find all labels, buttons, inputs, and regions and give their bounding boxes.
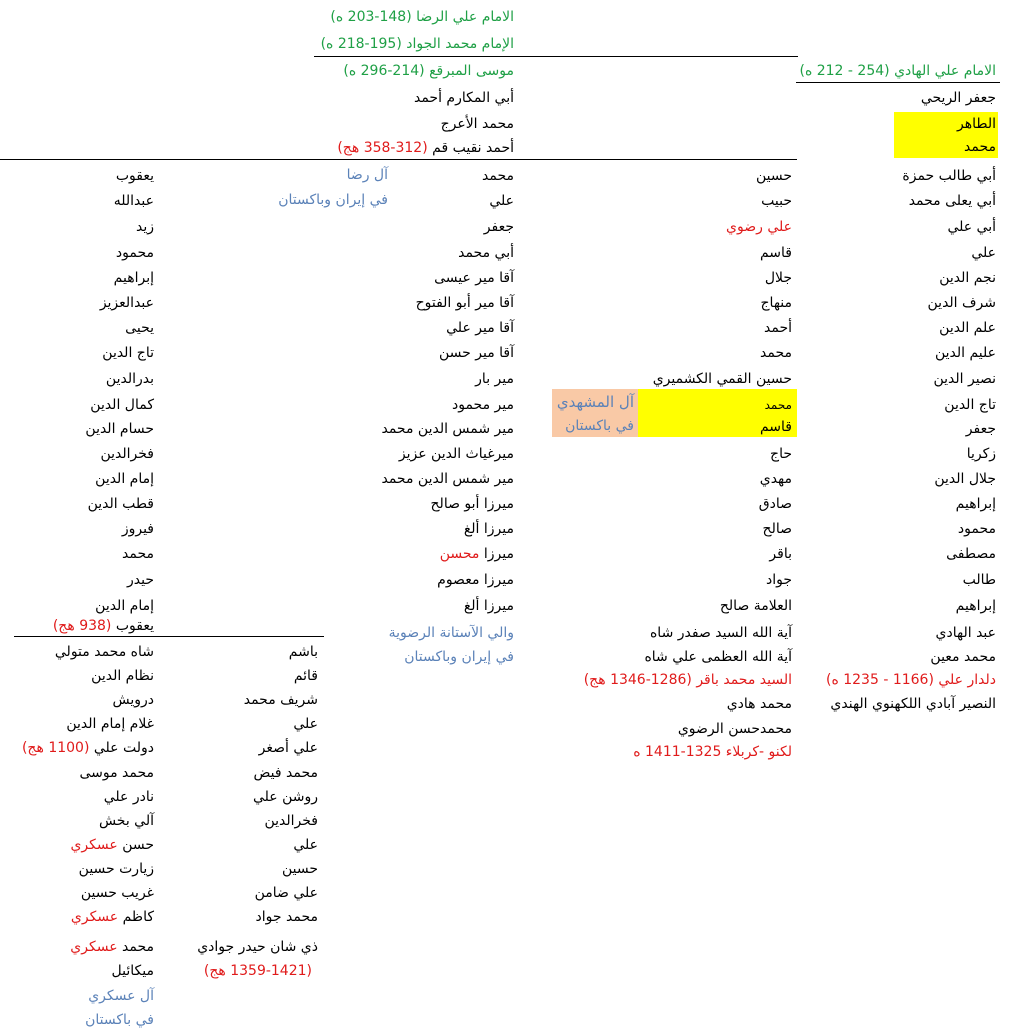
divider-line xyxy=(796,82,1000,83)
col4-name: يعقوب xyxy=(115,168,154,184)
col2-name: آية الله السيد صفدر شاه xyxy=(649,625,792,641)
col3-name: آقا مير حسن xyxy=(439,345,514,361)
col3-name: ميرزا ألغ xyxy=(463,521,514,537)
dates-dawlat-ali: (1100 هج) xyxy=(21,740,90,756)
col4-name: عبدالعزيز xyxy=(99,295,154,311)
col4b-name: آلي بخش xyxy=(98,813,154,829)
col1-name: جلال الدين xyxy=(934,471,996,487)
col2-sayyid-baqir: السيد محمد باقر (1286-1346 هج) xyxy=(583,672,792,688)
name-abi-makarim: أبي المكارم أحمد xyxy=(413,90,514,106)
name-muhammad-araj: محمد الأعرج xyxy=(440,116,514,132)
col4b-name: محمد موسى xyxy=(79,765,154,781)
name-muhammad: محمد xyxy=(964,139,996,155)
col5-name: محمد جواد xyxy=(255,909,318,925)
col4-name: قطب الدين xyxy=(87,496,154,512)
col2-name: صالح xyxy=(762,521,792,537)
col2-name: حاج xyxy=(770,446,792,462)
col3-wali-astana: والي الآستانة الرضوية xyxy=(388,625,514,641)
col5-name: علي xyxy=(293,716,318,732)
col1-name: أبي علي xyxy=(947,219,996,235)
col2-name: العلامة صالح xyxy=(719,598,792,614)
col2-name: محمد xyxy=(760,345,792,361)
col5-name: شريف محمد xyxy=(243,692,318,708)
col5-name: علي أصغر xyxy=(258,740,318,756)
col2-name: محمد xyxy=(764,398,792,412)
col1-nasirabadi: النصير آبادي اللكهنوي الهندي xyxy=(830,696,996,712)
col1-name: محمود xyxy=(957,521,996,537)
col1-name: نصير الدين xyxy=(933,371,996,387)
col3-name: أبي محمد xyxy=(458,245,514,261)
col1-name: زكريا xyxy=(966,446,996,462)
col5-name: محمد فيض xyxy=(253,765,318,781)
col1-name: مصطفى xyxy=(946,546,996,562)
col3-name: آقا مير عيسى xyxy=(434,270,514,286)
col5-name: قائم xyxy=(293,668,318,684)
col2-name: قاسم xyxy=(759,245,792,261)
divider-line xyxy=(314,56,798,57)
col2-muhammad-hasan: محمدحسن الرضوي xyxy=(677,721,792,737)
al-rida-title: آل رضا xyxy=(346,167,388,183)
col4-name: إمام الدين xyxy=(95,598,154,614)
col5-name: فخرالدين xyxy=(264,813,318,829)
col1-name: إبراهيم xyxy=(955,496,996,512)
col3-name: مير بار xyxy=(475,371,514,387)
al-mashhadi-sub: في باكستان xyxy=(565,418,634,434)
col1-name: إبراهيم xyxy=(955,598,996,614)
col1-name: علي xyxy=(971,245,996,261)
col3-name: مير محمود xyxy=(452,397,514,413)
col3-name: آقا مير أبو الفتوح xyxy=(415,295,514,311)
col4b-name: زيارت حسين xyxy=(78,861,154,877)
col5-name: باشم xyxy=(288,644,318,660)
col4-name: عبدالله xyxy=(113,193,154,209)
heading-ali-hadi: الامام علي الهادي (254 - 212 ه) xyxy=(799,63,996,79)
col3-name: ميرزا أبو صالح xyxy=(430,496,514,512)
dates-yaqub: (938 هج) xyxy=(52,618,112,634)
col1-name: محمد معين xyxy=(930,649,996,665)
col2-name: جلال xyxy=(764,270,792,286)
col2-name: حسين xyxy=(755,168,792,184)
col1-dildar-ali: دلدار علي (1166 - 1235 ه) xyxy=(825,672,996,688)
col2-name: قاسم xyxy=(759,419,792,435)
name-tahir: الطاهر xyxy=(956,116,996,132)
col5-name: علي xyxy=(293,837,318,853)
col1-name: عبد الهادي xyxy=(935,625,996,641)
col3-wali-iran-pakistan: في إيران وباكستان xyxy=(404,649,514,665)
mohsin-highlight-text: محسن xyxy=(439,546,480,562)
col4b-hasan-askari: حسن عسكري xyxy=(70,837,154,853)
col1-name: شرف الدين xyxy=(927,295,996,311)
col4b-mikail: ميكائيل xyxy=(111,963,154,979)
col3-name: ميرزا ألغ xyxy=(463,598,514,614)
al-mashhadi-title: آل المشهدي xyxy=(556,393,634,411)
col3-name: جعفر xyxy=(483,219,514,235)
col4-name: كمال الدين xyxy=(90,397,154,413)
col4b-muhammad-askari: محمد عسكري xyxy=(70,939,154,955)
col4b-dawlat-ali: دولت علي (1100 هج) xyxy=(21,740,154,756)
col4b-name: غلام إمام الدين xyxy=(66,716,154,732)
col3-name: مير شمس الدين محمد xyxy=(381,421,514,437)
divider-line xyxy=(0,159,797,160)
heading-muhammad-jawad: الإمام محمد الجواد (195-218 ه) xyxy=(320,36,514,52)
col4-name: محمود xyxy=(115,245,154,261)
col5-dates: (1359-1421 هج) xyxy=(203,963,312,979)
col4b-name: نظام الدين xyxy=(91,668,154,684)
col2-name: جواد xyxy=(765,572,792,588)
col2-name: حبيب xyxy=(761,193,792,209)
col3-name: ميرغياث الدين عزيز xyxy=(398,446,514,462)
col2-name: آية الله العظمى علي شاه xyxy=(644,649,792,665)
heading-ali-rida: الامام علي الرضا (148-203 ه) xyxy=(330,9,514,25)
col4-name: يحيى xyxy=(125,320,154,336)
col3-name: آقا مير علي xyxy=(446,320,514,336)
col4-name: زيد xyxy=(135,219,154,235)
col4b-name: درويش xyxy=(112,692,154,708)
col3-name: علي xyxy=(489,193,514,209)
col4b-name: نادر علي xyxy=(103,789,154,805)
col3-name: محمد xyxy=(482,168,514,184)
col2-name: صادق xyxy=(758,496,792,512)
col3-mirza-mohsin: ميرزا محسن xyxy=(439,546,514,562)
col4b-kazim-askari: كاظم عسكري xyxy=(70,909,154,925)
col4-name: تاج الدين xyxy=(102,345,154,361)
col1-name: عليم الدين xyxy=(934,345,996,361)
col4-name: فخرالدين xyxy=(100,446,154,462)
col2-name-ali-radawi: علي رضوي xyxy=(726,219,792,235)
col4-name: حسام الدين xyxy=(85,421,154,437)
col1-name: طالب xyxy=(962,572,996,588)
col5-name: روشن علي xyxy=(252,789,318,805)
col1-name: نجم الدين xyxy=(939,270,996,286)
col4-name: إبراهيم xyxy=(113,270,154,286)
name-jafar-rihi: جعفر الريحي xyxy=(920,90,996,106)
col3-name: مير شمس الدين محمد xyxy=(381,471,514,487)
col5-dhi-shan: ذي شان حيدر جوادي xyxy=(197,939,318,955)
heading-musa-mubarqa: موسى المبرقع (214-296 ه) xyxy=(343,63,514,79)
col2-name: مهدي xyxy=(759,471,792,487)
col1-name: تاج الدين xyxy=(944,397,996,413)
al-askari-sub: في باكستان xyxy=(85,1012,154,1028)
col4-name: حيدر xyxy=(127,572,154,588)
col1-name: أبي يعلى محمد xyxy=(908,193,996,209)
al-rida-sub: في إيران وباكستان xyxy=(278,192,388,208)
col2-name: أحمد xyxy=(764,320,792,336)
col2-name: منهاج xyxy=(760,295,792,311)
col4-name: بدرالدين xyxy=(105,371,154,387)
col1-name: علم الدين xyxy=(939,320,996,336)
col2-name: باقر xyxy=(769,546,792,562)
col2-muhammad-hadi: محمد هادي xyxy=(726,696,792,712)
col4-name: إمام الدين xyxy=(95,471,154,487)
name-ahmad-naqib: أحمد نقيب قم (312-358 هج) xyxy=(337,140,514,156)
col1-name: جعفر xyxy=(965,421,996,437)
al-askari-title: آل عسكري xyxy=(88,988,154,1004)
col3-name: ميرزا معصوم xyxy=(437,572,514,588)
col4-name: فيروز xyxy=(121,521,154,537)
col4-name: محمد xyxy=(122,546,154,562)
col5-name: علي ضامن xyxy=(254,885,318,901)
col4-yaqub-938: يعقوب (938 هج) xyxy=(52,618,154,634)
col4b-name: غريب حسين xyxy=(80,885,154,901)
col2-name: حسين القمي الكشميري xyxy=(652,371,792,387)
dates-ahmad-naqib: (312-358 هج) xyxy=(337,140,428,156)
col4b-name: شاه محمد متولي xyxy=(54,644,154,660)
col2-lucknow-karbala: لكنو -كربلاء 1325-1411 ه xyxy=(633,744,792,760)
col1-name: أبي طالب حمزة xyxy=(902,168,996,184)
col5-name: حسين xyxy=(281,861,318,877)
